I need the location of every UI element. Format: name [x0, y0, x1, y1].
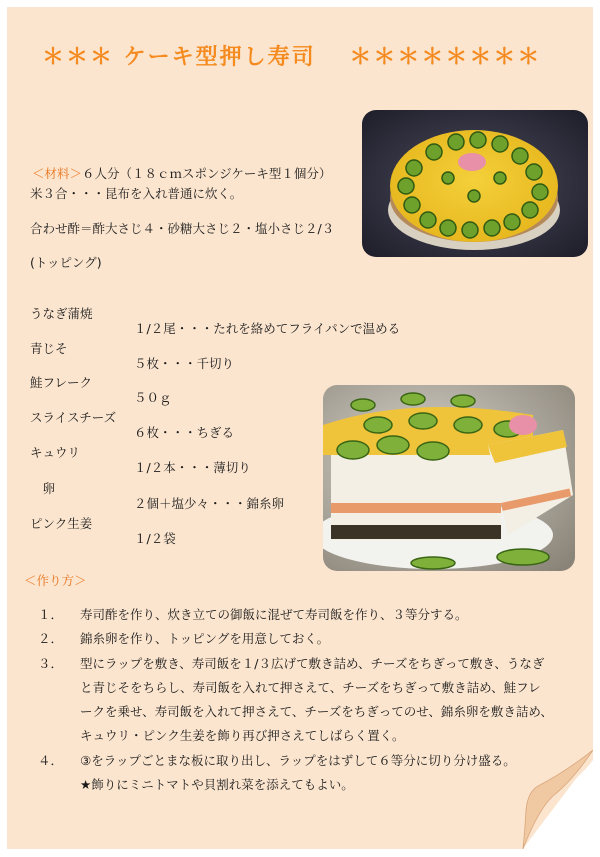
ingredient-name: キュウリ — [30, 445, 81, 460]
step-text: キュウリ・ピンク生姜を飾り再び押さえてしばらく置く。 — [80, 728, 405, 743]
ingredient-detail: ５枚・・・千切り — [134, 356, 235, 371]
step-text: 錦糸卵を作り、トッピングを用意しておく。 — [80, 631, 330, 646]
step-number: ２． — [38, 631, 64, 646]
ingredient-name: うなぎ蒲焼 — [30, 306, 93, 321]
sushi-cake-top-photo — [362, 110, 588, 257]
ingredient-name: 卵 — [30, 481, 56, 496]
ingredient-name: 青じそ — [30, 341, 68, 356]
ingredient-detail: ５０ｇ — [134, 390, 172, 405]
step-text: ★飾りにミニトマトや貝割れ菜を添えてもよい。 — [80, 777, 354, 792]
ingredients-heading-label: ＜材料＞ — [31, 166, 82, 181]
step-text: ークを乗せ、寿司飯を入れて押さえて、チーズをちぎってのせ、錦糸卵を敷き詰め、 — [80, 704, 553, 719]
rice-line: 米３合・・・昆布を入れ普通に炊く。 — [30, 186, 243, 201]
ingredient-name: 鮭フレーク — [30, 375, 93, 390]
step-text: と青じそをちらし、寿司飯を入れて押さえて、チーズをちぎって敷き詰め、鮭フレ — [80, 680, 541, 695]
ingredient-detail: ２個＋塩少々・・・錦糸卵 — [134, 496, 285, 511]
step-text: 寿司酢を作り、炊き立ての御飯に混ぜて寿司飯を作り、３等分する。 — [80, 607, 468, 622]
ingredient-detail: ６枚・・・ちぎる — [134, 425, 235, 440]
ingredient-row — [0, 499, 600, 544]
page-curl — [518, 750, 593, 849]
step-text: 型にラップを敷き、寿司飯を１/３広げて敷き詰め、チーズをちぎって敷き、うなぎ — [80, 656, 545, 671]
ingredient-detail: １/２本・・・薄切り — [134, 460, 251, 475]
topping-label: (トッピング) — [30, 255, 102, 270]
ingredient-detail: １/２尾・・・たれを絡めてフライパンで温める — [134, 321, 401, 336]
page-title: ＊＊＊ ケーキ型押し寿司 ＊＊＊＊＊＊＊＊ — [42, 45, 542, 70]
vinegar-line: 合わせ酢＝酢大さじ４・砂糖大さじ２・塩小さじ２/３ — [30, 221, 335, 236]
servings-text: ６人分（１８ｃｍスポンジケーキ型１個分） — [81, 166, 332, 181]
method-heading: ＜作り方＞ — [24, 573, 87, 588]
ingredient-name: ピンク生姜 — [30, 516, 93, 531]
ingredient-name: スライスチーズ — [30, 410, 117, 425]
step-number: １． — [38, 607, 64, 622]
step-text: ③をラップごとまな板に取り出し、ラップをはずして６等分に切り分け盛る。 — [80, 753, 516, 768]
step-number: ４． — [38, 753, 64, 768]
step-number: ３． — [38, 656, 64, 671]
ingredient-detail: １/２袋 — [134, 531, 176, 546]
ingredients-heading — [24, 149, 331, 182]
